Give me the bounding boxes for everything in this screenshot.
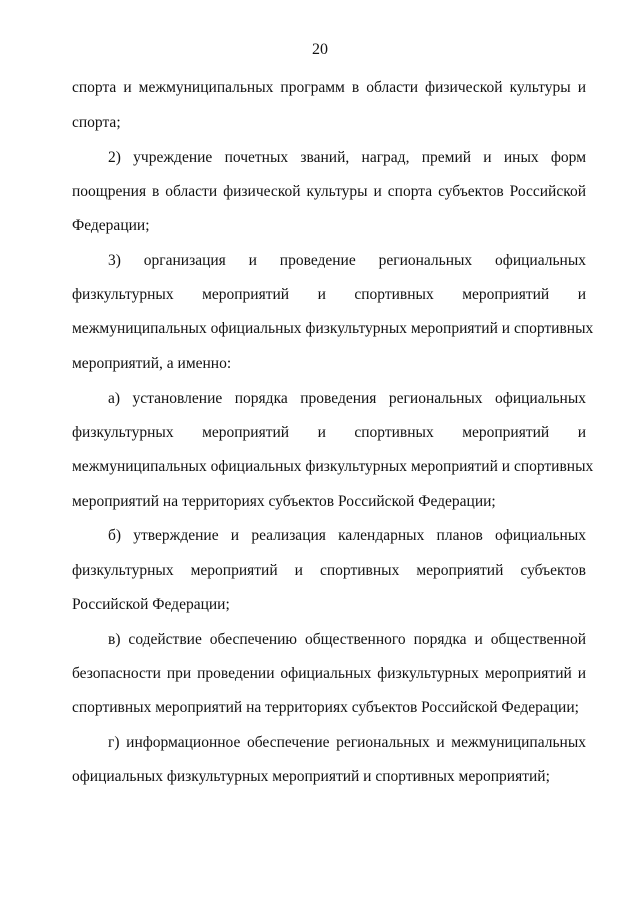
- text-line: официальных физкультурных мероприятий и спортивных мероприятий;: [72, 768, 550, 785]
- text-line: поощрения в области физической культуры и спорта субъектов Российской: [72, 183, 586, 200]
- text-line: г) информационное обеспечение региональных и межмуниципальных: [108, 734, 586, 751]
- text-line: физкультурных мероприятий и спортивных мероприятий субъектов: [72, 562, 586, 579]
- text-line: в) содействие обеспечению общественного порядка и общественной: [108, 631, 586, 648]
- text-line: Федерации;: [72, 217, 150, 234]
- text-line: физкультурных мероприятий и спортивных мероприятий и: [72, 286, 586, 303]
- text-line: мероприятий, а именно:: [72, 355, 232, 372]
- text-line: б) утверждение и реализация календарных планов официальных: [108, 527, 586, 544]
- text-line: мероприятий на территориях субъектов Российской Федерации;: [72, 493, 496, 510]
- text-line: физкультурных мероприятий и спортивных мероприятий и: [72, 424, 586, 441]
- text-line: Российской Федерации;: [72, 596, 230, 613]
- text-line: 3) организация и проведение региональных официальных: [108, 252, 586, 269]
- text-line: спорта и межмуниципальных программ в области физической культуры и: [72, 79, 586, 96]
- text-line: 2) учреждение почетных званий, наград, премий и иных форм: [108, 149, 586, 166]
- page-number: 20: [312, 41, 328, 58]
- text-line: безопасности при проведении официальных физкультурных мероприятий и: [72, 665, 586, 682]
- text-line: спортивных мероприятий на территориях субъектов Российской Федерации;: [72, 699, 579, 716]
- text-line: межмуниципальных официальных физкультурных мероприятий и спортивных: [72, 320, 594, 337]
- text-line: спорта;: [72, 114, 121, 131]
- text-line: межмуниципальных официальных физкультурных мероприятий и спортивных: [72, 458, 594, 475]
- text-line: а) установление порядка проведения региональных официальных: [108, 390, 586, 407]
